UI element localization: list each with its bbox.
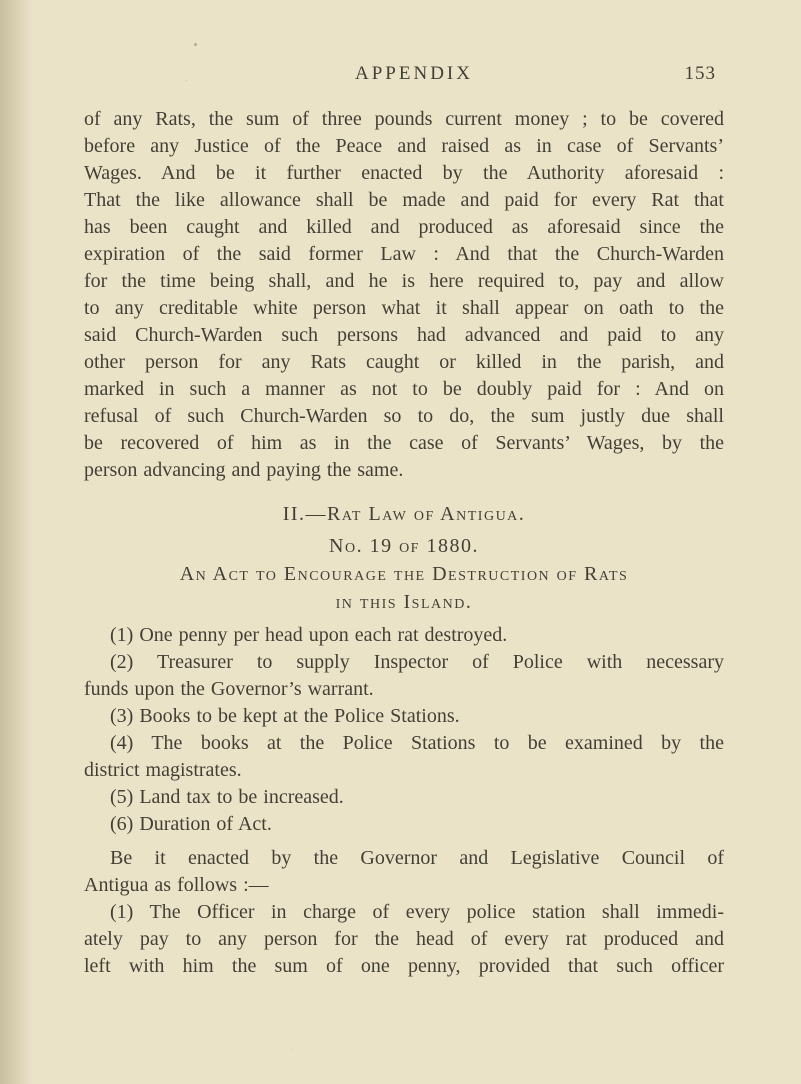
page-number: 153: [684, 63, 716, 84]
text-line: said Church-Warden such persons had advanced and paid to any: [84, 324, 724, 346]
text-line: before any Justice of the Peace and raised as in case of Servants’: [84, 135, 724, 157]
text-line: person advancing and paying the same.: [84, 459, 404, 481]
summary-item-continuation: funds upon the Governor’s warrant.: [84, 678, 374, 700]
text-line: of any Rats, the sum of three pounds current money ; to be covered: [84, 108, 724, 130]
summary-item: (5) Land tax to be increased.: [110, 786, 344, 808]
act-title-line: in this Island.: [335, 591, 473, 613]
clause-1: [84, 899, 724, 980]
text-line: other person for any Rats caught or killed in the parish, and: [84, 351, 724, 373]
section-heading: II.—Rat Law of Antigua.: [282, 503, 526, 525]
text-line: marked in such a manner as not to be doubly paid for : And on: [84, 378, 724, 400]
text-line: to any creditable white person what it shall appear on oath to the: [84, 297, 724, 319]
text-line: (1) The Officer in charge of every police station shall immedi-: [110, 901, 724, 923]
running-title: APPENDIX: [355, 63, 473, 84]
text-line: Wages. And be it further enacted by the Authority aforesaid :: [84, 162, 724, 184]
text-line: ately pay to any person for the head of every rat produced and: [84, 928, 724, 950]
summary-item: (6) Duration of Act.: [110, 813, 272, 835]
text-line: Be it enacted by the Governor and Legislative Council of: [110, 847, 724, 869]
text-line: has been caught and killed and produced as aforesaid since the: [84, 216, 724, 238]
book-page: [84, 62, 724, 980]
enacting-clause: [84, 845, 724, 899]
summary-item-continuation: district magistrates.: [84, 759, 242, 781]
act-summary-list: [84, 622, 724, 838]
text-line: Antigua as follows :—: [84, 874, 269, 896]
summary-item: (2) Treasurer to supply Inspector of Police with necessary: [110, 651, 724, 673]
act-title-line: An Act to Encourage the Destruction of Rats: [179, 563, 629, 585]
text-line: be recovered of him as in the case of Servants’ Wages, by the: [84, 432, 724, 454]
running-header: [84, 62, 724, 86]
summary-item: (1) One penny per head upon each rat destroyed.: [110, 624, 508, 646]
text-line: left with him the sum of one penny, provided that such officer: [84, 955, 724, 977]
summary-item: (4) The books at the Police Stations to be examined by the: [110, 732, 724, 754]
act-number: No. 19 of 1880.: [329, 535, 479, 557]
text-line: That the like allowance shall be made and paid for every Rat that: [84, 189, 724, 211]
text-line: for the time being shall, and he is here required to, pay and allow: [84, 270, 724, 292]
text-line: refusal of such Church-Warden so to do, the sum justly due shall: [84, 405, 724, 427]
summary-item: (3) Books to be kept at the Police Stations.: [110, 705, 460, 727]
continuation-paragraph: [84, 106, 724, 484]
text-line: expiration of the said former Law : And that the Church-Warden: [84, 243, 724, 265]
